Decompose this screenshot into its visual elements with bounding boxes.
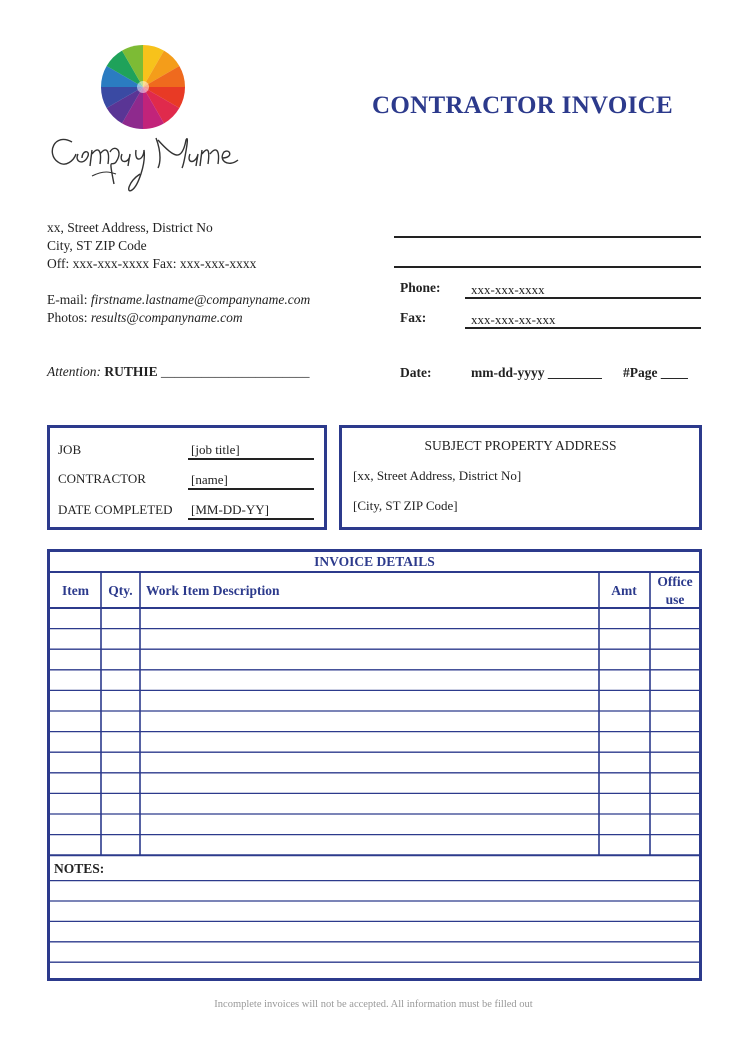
photos-line bbox=[47, 310, 243, 326]
job-info-box bbox=[47, 425, 327, 530]
col-office-use-header: Office use bbox=[657, 574, 693, 607]
invoice-grid bbox=[50, 552, 699, 978]
address-field-line-2[interactable] bbox=[394, 266, 701, 268]
invoice-details-table bbox=[47, 549, 702, 981]
company-name-logo-script bbox=[44, 124, 244, 196]
attention-line bbox=[47, 364, 310, 380]
attention-value[interactable]: RUTHIE bbox=[104, 364, 158, 379]
col-description-header: Work Item Description bbox=[146, 583, 280, 598]
col-amt-header: Amt bbox=[611, 583, 637, 598]
col-qty-header: Qty. bbox=[108, 583, 133, 598]
job-value[interactable]: [job title] bbox=[191, 442, 240, 457]
email-label: E-mail: bbox=[47, 292, 88, 307]
page-number-field[interactable]: #Page ____ bbox=[623, 365, 688, 380]
date-completed-value[interactable]: [MM-DD-YY] bbox=[191, 502, 269, 517]
footer-note: Incomplete invoices will not be accepted. All information must be filled out bbox=[214, 999, 533, 1010]
fax-underline bbox=[465, 327, 701, 329]
property-box-title: SUBJECT PROPERTY ADDRESS bbox=[424, 438, 617, 453]
attention-blank[interactable]: ______________________ bbox=[161, 364, 310, 379]
photos-label: Photos: bbox=[47, 310, 88, 325]
property-address-line-2[interactable]: [City, ST ZIP Code] bbox=[353, 498, 458, 513]
phone-value[interactable]: xxx-xxx-xxxx bbox=[471, 282, 545, 297]
address-line-1: xx, Street Address, District No bbox=[47, 220, 213, 235]
contractor-label: CONTRACTOR bbox=[58, 471, 146, 486]
invoice-details-heading: INVOICE DETAILS bbox=[314, 554, 435, 569]
address-field-line-1[interactable] bbox=[394, 236, 701, 238]
col-item-header: Item bbox=[62, 583, 89, 598]
photos-value[interactable]: results@companyname.com bbox=[90, 310, 243, 325]
fax-value[interactable]: xxx-xxx-xx-xxx bbox=[471, 312, 556, 327]
property-address-line-1[interactable]: [xx, Street Address, District No] bbox=[353, 468, 522, 483]
date-value[interactable]: mm-dd-yyyy ________ bbox=[471, 365, 602, 380]
email-line bbox=[47, 292, 310, 308]
contractor-underline bbox=[188, 488, 314, 490]
property-address-box bbox=[339, 425, 702, 530]
attention-label: Attention: bbox=[47, 364, 101, 379]
date-label: Date: bbox=[400, 365, 432, 380]
address-line-2: City, ST ZIP Code bbox=[47, 238, 147, 253]
invoice-title: CONTRACTOR INVOICE bbox=[372, 92, 674, 119]
contractor-value[interactable]: [name] bbox=[191, 472, 228, 487]
phone-underline bbox=[465, 297, 701, 299]
notes-label: NOTES: bbox=[54, 861, 105, 876]
email-value[interactable]: firstname.lastname@companyname.com bbox=[90, 292, 311, 307]
fax-label: Fax: bbox=[400, 310, 427, 325]
date-completed-label: DATE COMPLETED bbox=[58, 502, 173, 517]
phone-label: Phone: bbox=[400, 280, 441, 295]
office-fax-line: Off: xxx-xxx-xxxx Fax: xxx-xxx-xxxx bbox=[47, 256, 257, 271]
date-completed-underline bbox=[188, 518, 314, 520]
logo-wheel-center bbox=[137, 81, 149, 93]
job-label: JOB bbox=[58, 442, 82, 457]
job-underline bbox=[188, 458, 314, 460]
logo-color-wheel-icon bbox=[98, 42, 188, 132]
